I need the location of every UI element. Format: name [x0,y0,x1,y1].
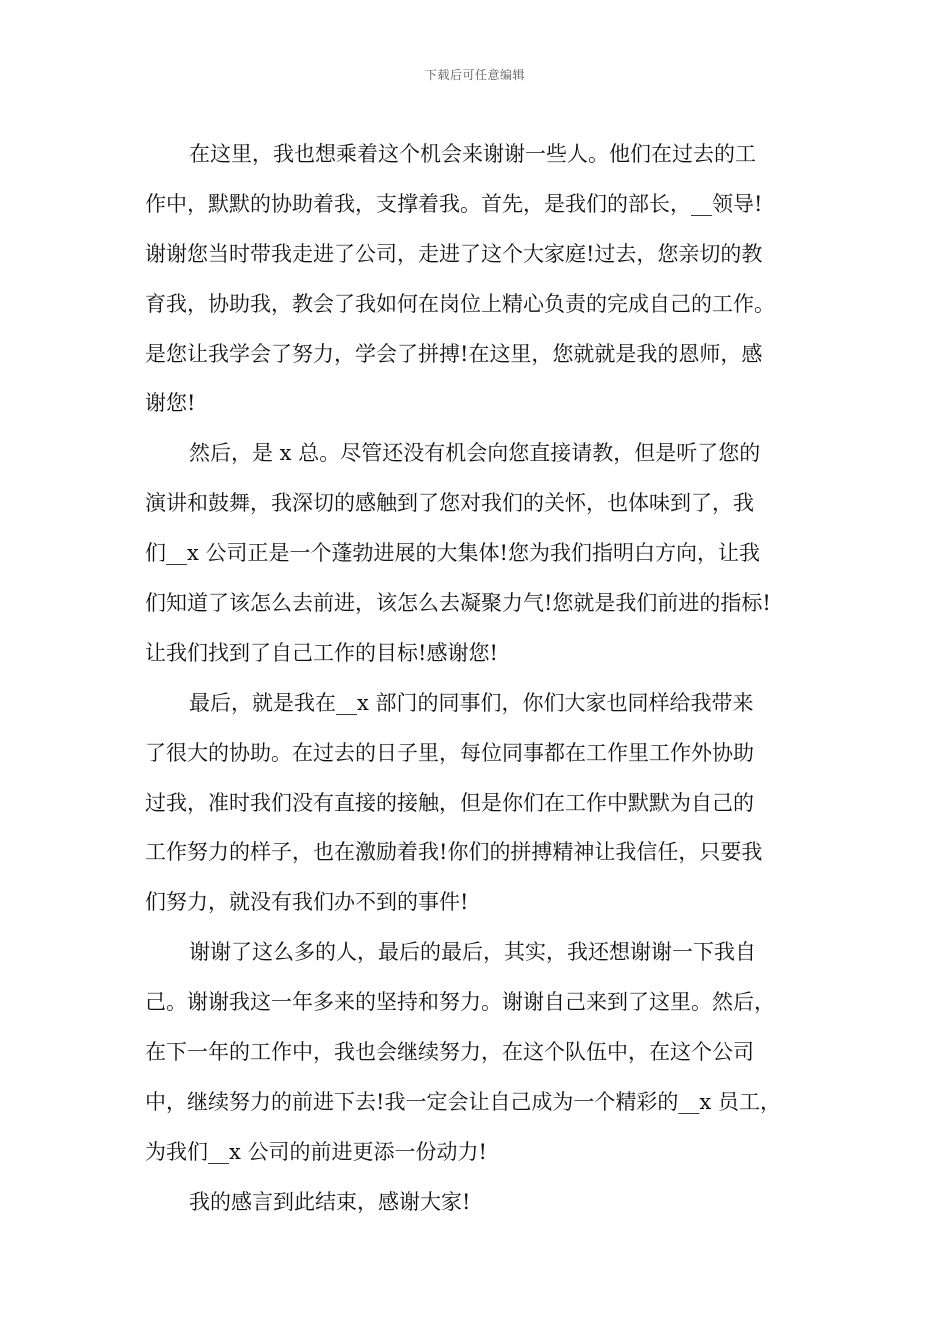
text-line: 让我们找到了自己工作的目标!感谢您! [145,640,498,665]
paragraph-closing [145,1178,805,1228]
text-line: 然后，是 x 总。尽管还没有机会向您直接请教，但是听了您的 [189,441,761,466]
text-line: 在这里，我也想乘着这个机会来谢谢一些人。他们在过去的工 [189,142,756,166]
text-line: 育我，协助我，教会了我如何在岗位上精心负责的完成自己的工作。 [145,291,775,316]
text-line: 最后，就是我在__x 部门的同事们，你们大家也同样给我带来 [189,690,754,715]
text-line: 谢谢您当时带我走进了公司，走进了这个大家庭!过去，您亲切的教 [145,241,763,266]
text-line: 己。谢谢我这一年多来的坚持和努力。谢谢自己来到了这里。然后， [145,990,775,1015]
text-line: 作中，默默的协助着我，支撑着我。首先，是我们的部长，__领导! [145,191,763,216]
text-line: 谢谢了这么多的人，最后的最后，其实，我还想谢谢一下我自 [189,940,756,965]
paragraph-thanks-self [145,928,805,1177]
text-line: 是您让我学会了努力，学会了拼搏!在这里，您就就是我的恩师，感 [145,341,763,366]
text-line: 们__x 公司正是一个蓬勃进展的大集体!您为我们指明白方向，让我 [145,541,760,566]
text-line: 我的感言到此结束，感谢大家! [189,1189,471,1214]
text-line: 中，继续努力的前进下去!我一定会让自己成为一个精彩的__x 员工， [145,1089,781,1114]
text-line: 为我们__x 公司的前进更添一份动力! [145,1139,487,1164]
text-line: 了很大的协助。在过去的日子里，每位同事都在工作里工作外协助 [145,740,754,765]
text-line: 工作努力的样子，也在激励着我!你们的拼搏精神让我信任，只要我 [145,840,763,865]
paragraph-thanks-president [145,429,805,678]
text-line: 谢您! [145,391,196,416]
paragraph-thanks-colleagues [145,679,805,928]
text-line: 演讲和鼓舞，我深切的感触到了您对我们的关怀，也体味到了，我 [145,491,754,516]
text-line: 们努力，就没有我们办不到的事件! [145,890,469,915]
text-line: 过我，准时我们没有直接的接触，但是你们在工作中默默为自己的 [145,790,754,815]
paragraph-thanks-manager [145,130,805,429]
text-line: 在下一年的工作中，我也会继续努力，在这个队伍中，在这个公司 [145,1040,754,1065]
text-line: 们知道了该怎么去前进，该怎么去凝聚力气!您就是我们前进的指标! [145,591,771,616]
document-body [145,130,805,1228]
page-header: 下载后可任意编辑 [424,68,525,82]
